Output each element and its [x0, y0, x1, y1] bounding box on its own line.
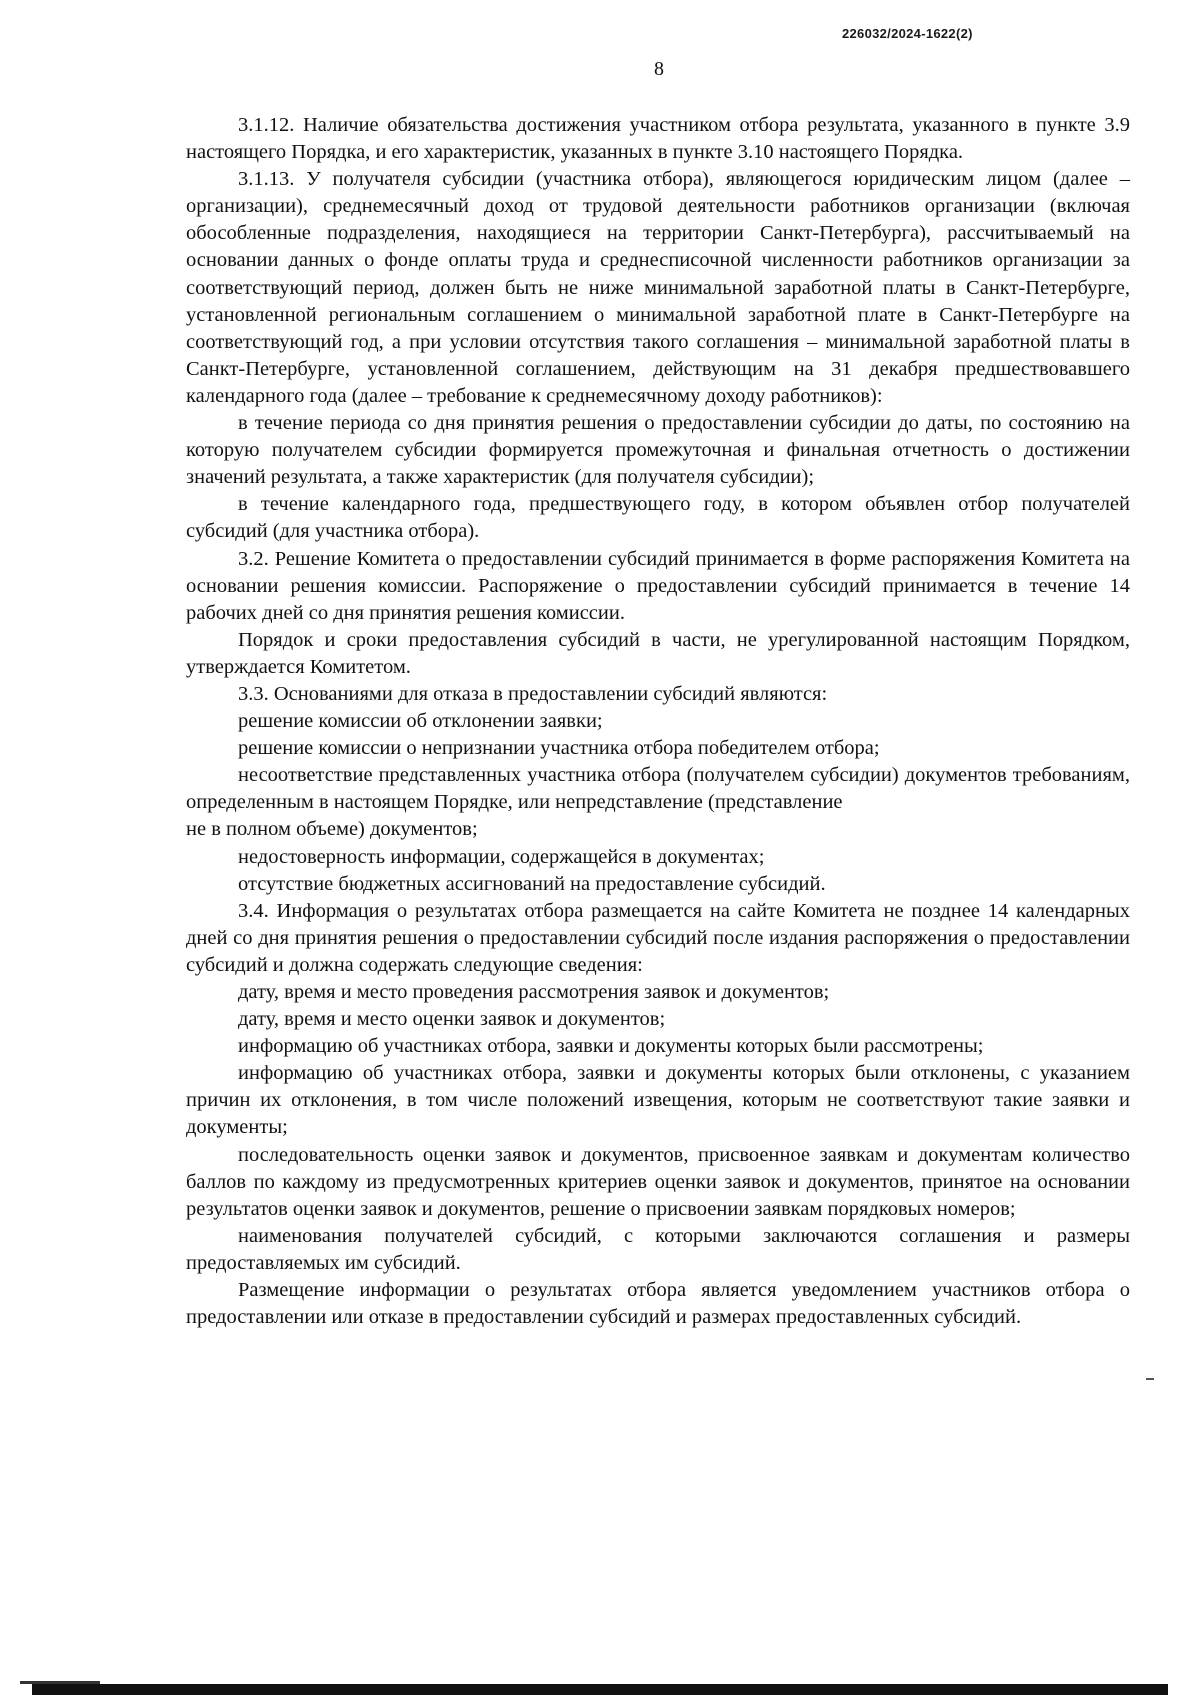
list-item-review-date: дату, время и место проведения рассмотрения заявок и документов; [238, 981, 830, 1003]
list-item-rejection: решение комиссии об отклонении заявки; [238, 710, 603, 733]
paragraph-period-participant: в течение календарного года, предшествующего году, в котором объявлен отбор получателей субсидий (для участника отбора). [186, 493, 1130, 543]
list-item-nonconformity: несоответствие представленных участника отбора (получателем субсидии) документов требованиям, определенным в настоящем Порядке, или непредставление (представление [186, 764, 1130, 814]
paragraph-3-4: 3.4. Информация о результатах отбора размещается на сайте Комитета не позднее 14 календарных дней со дня принятия решения о предоставлении субсидий после издания распоряжения о предоставлении субсидий и должна содержать следующие сведения: [186, 899, 1130, 976]
list-item-evaluation-sequence: последовательность оценки заявок и документов, присвоенное заявкам и документам количество баллов по каждому из предусмотренных критериев оценки заявок и документов, принятое на основании результатов оценки заявок и документов, решение о присвоении заявкам порядковых номеров; [186, 1143, 1130, 1220]
page-number: 8 [654, 58, 664, 80]
list-item-unreliability: недостоверность информации, содержащейся в документах; [238, 845, 765, 868]
list-item-evaluation-date: дату, время и место оценки заявок и документов; [238, 1008, 666, 1031]
list-item-non-recognition: решение комиссии о непризнании участника отбора победителем отбора; [238, 737, 880, 760]
list-item-recipients: наименования получателей субсидий, с которыми заключаются соглашения и размеры предоставляемых им субсидий. [186, 1224, 1130, 1274]
document-id: 226032/2024-1622(2) [842, 26, 973, 41]
paragraph-3-2: 3.2. Решение Комитета о предоставлении субсидий принимается в форме распоряжения Комитета на основании решения комиссии. Распоряжение о предоставлении субсидий принимается в течение 14 рабочих дней со дня принятия решения комиссии. [186, 547, 1130, 624]
scan-bottom-edge [32, 1684, 1168, 1695]
list-item-no-budget: отсутствие бюджетных ассигнований на предоставление субсидий. [238, 872, 826, 895]
list-item-nonconformity-cont: не в полном объеме) документов; [186, 818, 478, 841]
document-body [186, 112, 1130, 1331]
paragraph-procedure-terms: Порядок и сроки предоставления субсидий в части, не урегулированной настоящим Порядком, утверждается Комитетом. [186, 628, 1130, 678]
paragraph-3-3: 3.3. Основаниями для отказа в предоставлении субсидий являются: [238, 682, 828, 705]
list-item-rejected-participants: информацию об участниках отбора, заявки и документы которых были отклонены, с указанием причин их отклонения, в том числе положений извещения, которым не соответствуют такие заявки и документы; [186, 1062, 1130, 1139]
paragraph-period-recipient: в течение периода со дня принятия решения о предоставлении субсидии до даты, по состоянию на которую получателем субсидии формируется промежуточная и финальная отчетность о достижении значений результата, а также характеристик (для получателя субсидии); [186, 412, 1130, 489]
scan-mark [1146, 1378, 1154, 1380]
paragraph-3-1-12: 3.1.12. Наличие обязательства достижения участником отбора результата, указанного в пункте 3.9 настоящего Порядка, и его характеристик, указанных в пункте 3.10 настоящего Порядка. [186, 114, 1130, 164]
list-item-reviewed-participants: информацию об участниках отбора, заявки и документы которых были рассмотрены; [238, 1035, 984, 1058]
paragraph-3-1-13: 3.1.13. У получателя субсидии (участника отбора), являющегося юридическим лицом (далее – организации), среднемесячный доход от трудовой деятельности работников организации (включая обособленные подразделения, находящиеся на территории Санкт-Петербурга), рассчитываемый на основании данных о фонде оплаты труда и среднесписочной численности работников организации за соответствующий период, должен быть не ниже минимальной заработной платы в Санкт-Петербурге, установленной региональным соглашением о минимальной заработной плате в Санкт-Петербурге на соответствующий год, а при условии отсутствия такого соглашения – минимальной заработной платы в Санкт-Петербурге, установленной соглашением, действующим на 31 декабря предшествовавшего календарного года (далее – требование к среднемесячному доходу работников): [186, 168, 1130, 407]
paragraph-notification: Размещение информации о результатах отбора является уведомлением участников отбора о предоставлении или отказе в предоставлении субсидий и размерах предоставленных субсидий. [186, 1279, 1130, 1329]
